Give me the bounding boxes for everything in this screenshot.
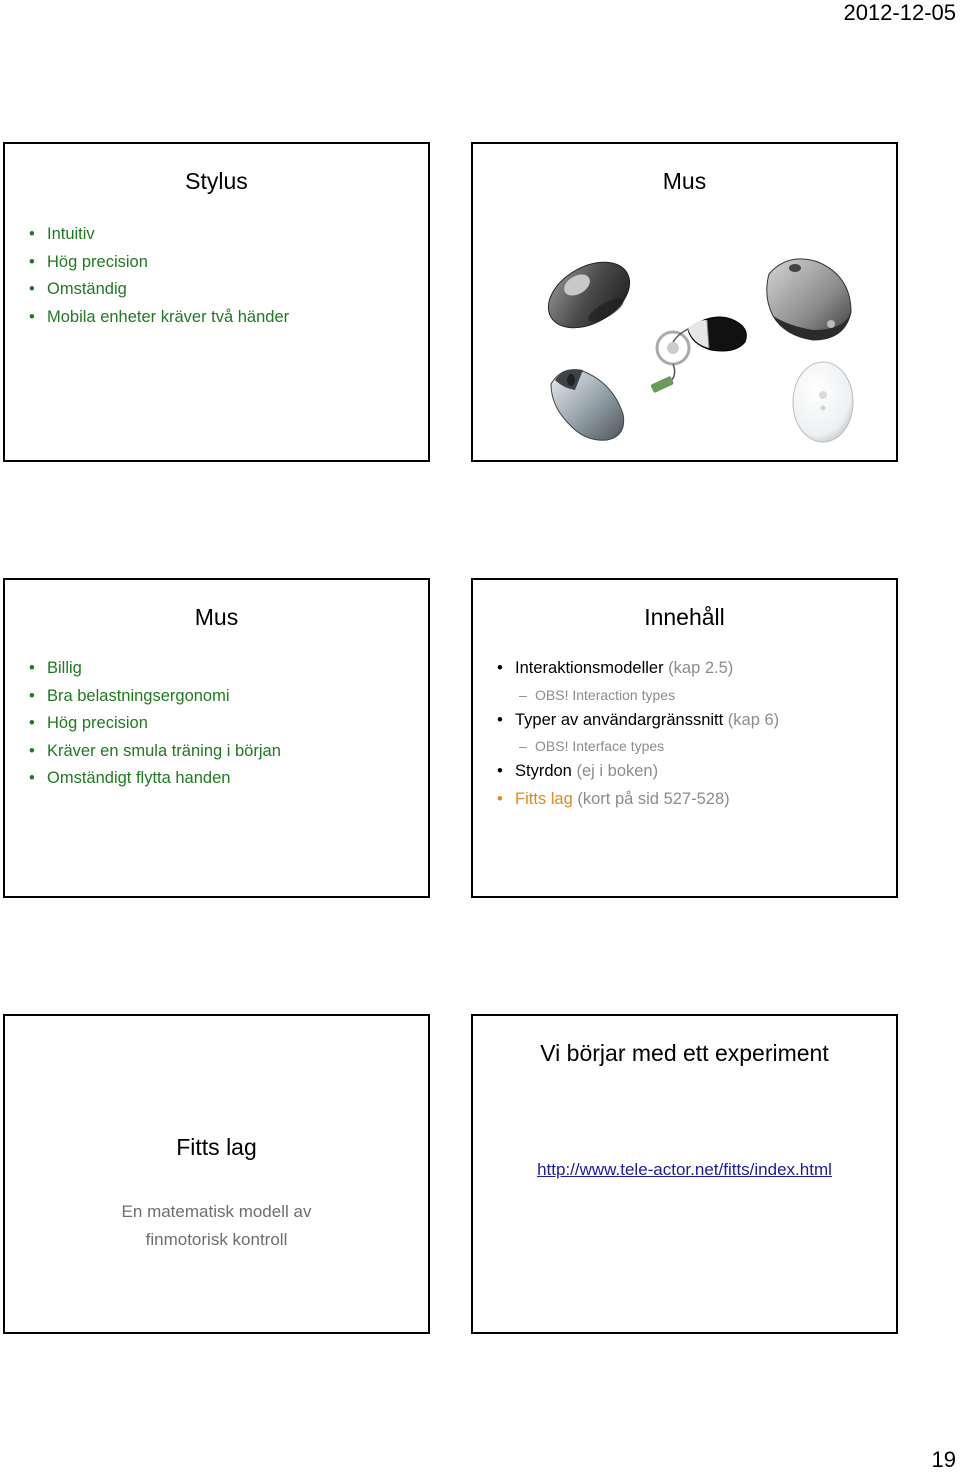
list-item: • Styrdon (ej i boken) <box>497 758 779 786</box>
ergonomic-mouse-icon <box>767 259 851 340</box>
apple-mouse-icon <box>793 362 853 442</box>
list-item: • Omständig <box>29 276 289 304</box>
slide-innehall <box>471 578 898 898</box>
slide-title: Mus <box>662 168 707 194</box>
list-item: • Typer av användargränssnitt (kap 6) <box>497 707 779 735</box>
list-item: • Interaktionsmodeller (kap 2.5) <box>497 655 779 683</box>
slide-mus-list <box>3 578 430 898</box>
bullet-icon: • <box>29 307 35 326</box>
bullet-icon: • <box>29 686 35 705</box>
list-item: • Kräver en smula träning i början <box>29 738 281 766</box>
bullet-icon: • <box>29 225 35 243</box>
wireless-mouse-icon <box>537 249 641 341</box>
bullet-icon: • <box>29 280 35 298</box>
list-item: • Omständigt flytta handen <box>29 765 281 793</box>
bullet-icon: • <box>29 659 35 677</box>
sub-list-item: – OBS! Interface types <box>497 734 779 758</box>
list-item: • Fitts lag (kort på sid 527-528) <box>497 786 779 814</box>
bullet-list <box>29 221 289 331</box>
experiment-link[interactable]: http://www.tele-actor.net/fitts/index.html <box>537 1160 832 1179</box>
slide-experiment <box>471 1014 898 1334</box>
slide-subtitle: En matematisk modell av finmotorisk kontroll <box>121 1202 312 1249</box>
list-item: • Hög precision <box>29 710 281 738</box>
list-item: • Intuitiv <box>29 221 289 249</box>
bullet-icon: • <box>497 762 503 780</box>
optical-mouse-icon <box>551 369 624 440</box>
corded-mouse-icon <box>650 317 746 393</box>
bullet-icon: • <box>497 710 503 729</box>
slide-stylus <box>3 142 430 462</box>
slide-mus-images <box>471 142 898 462</box>
slide-title: Innehåll <box>644 604 725 630</box>
bullet-icon: • <box>29 769 35 787</box>
slide-title: Vi börjar med ett experiment <box>540 1040 829 1066</box>
bullet-icon: • <box>497 789 503 808</box>
bullet-icon: • <box>29 252 35 271</box>
page-number: 19 <box>931 1447 956 1472</box>
content-list <box>497 655 779 813</box>
slide-title: Mus <box>194 604 239 630</box>
header-date: 2012-12-05 <box>843 0 956 25</box>
dash-icon: – <box>519 686 527 703</box>
list-item: • Hög precision <box>29 249 289 277</box>
slide-title: Stylus <box>185 168 248 194</box>
slide-title: Fitts lag <box>176 1134 257 1160</box>
list-item: • Billig <box>29 655 281 683</box>
mouse-images <box>473 144 896 460</box>
slide-fitts <box>3 1014 430 1334</box>
sub-list-item: – OBS! Interaction types <box>497 683 779 707</box>
bullet-icon: • <box>29 714 35 732</box>
dash-icon: – <box>519 738 527 754</box>
list-item: • Mobila enheter kräver två händer <box>29 304 289 332</box>
bullet-list <box>29 655 281 793</box>
bullet-icon: • <box>29 741 35 760</box>
list-item: • Bra belastningsergonomi <box>29 683 281 711</box>
bullet-icon: • <box>497 659 503 677</box>
